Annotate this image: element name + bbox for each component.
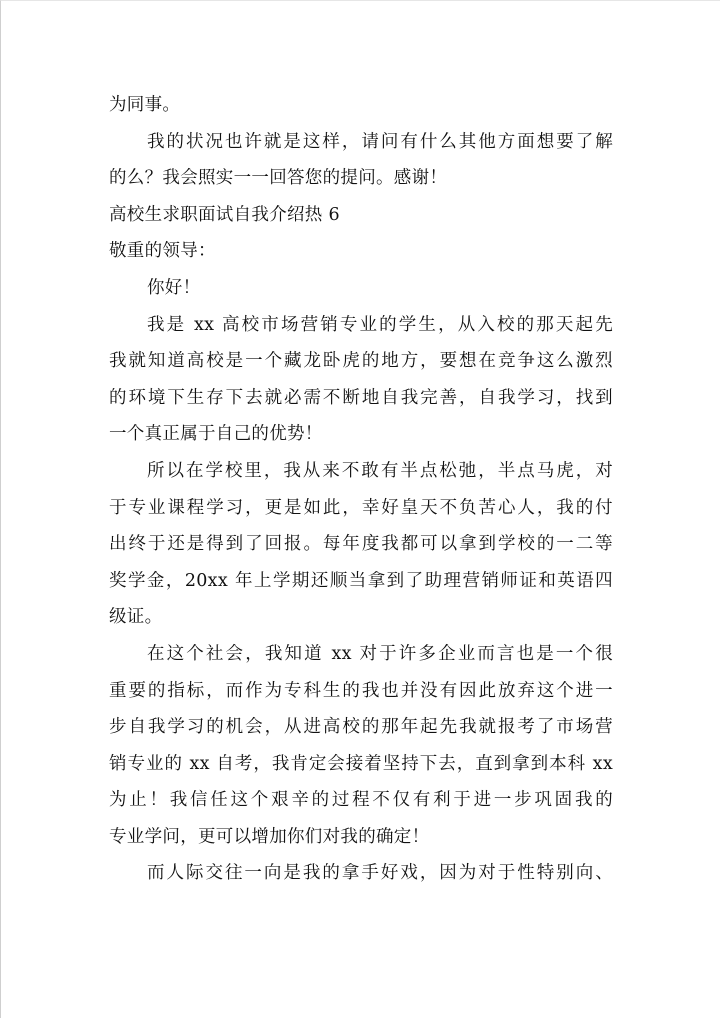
text-line: 奖学金，20xx 年上学期还顺当拿到了助理营销师证和英语四 <box>109 570 613 591</box>
text-line: 销专业的 xx 自考，我肯定会接着坚持下去，直到拿到本科 xx <box>109 753 613 774</box>
text-line: 为同事。 <box>109 95 181 115</box>
text-line: 出终于还是得到了回报。每年度我都可以拿到学校的一二等 <box>109 534 613 555</box>
paragraph-first-line: 在这个社会，我知道 xx 对于许多企业而言也是一个很 <box>147 643 613 664</box>
text-line: 为止！我信任这个艰辛的过程不仅有利于进一步巩固我的 <box>109 790 613 811</box>
salutation: 敬重的领导： <box>109 241 216 262</box>
text-line: 步自我学习的机会，从进高校的那年起先我就报考了市场营 <box>109 717 613 738</box>
text-line: 专业学问，更可以增加你们对我的确定！ <box>109 826 430 847</box>
text-line: 的么？我会照实一一回答您的提问。感谢！ <box>109 168 448 189</box>
paragraph-first-line: 而人际交往一向是我的拿手好戏，因为对于性特别向、 <box>147 863 613 884</box>
section-heading: 高校生求职面试自我介绍热 6 <box>109 204 340 225</box>
text-line: 重要的指标，而作为专科生的我也并没有因此放弃这个进一 <box>109 680 613 701</box>
paragraph-first-line: 我的状况也许就是这样，请问有什么其他方面想要了解 <box>147 131 613 152</box>
text-line: 我就知道高校是一个藏龙卧虎的地方，要想在竞争这么激烈 <box>109 351 613 372</box>
text-line: 于专业课程学习，更是如此，幸好皇天不负苦心人，我的付 <box>109 497 613 518</box>
text-line: 的环境下生存下去就必需不断地自我完善，自我学习，找到 <box>109 387 613 408</box>
paragraph-first-line: 所以在学校里，我从来不敢有半点松弛，半点马虎，对 <box>147 460 613 481</box>
greeting: 你好！ <box>147 277 201 298</box>
text-line: 级证。 <box>109 607 163 628</box>
text-line: 一个真正属于自己的优势！ <box>109 424 323 445</box>
paragraph-first-line: 我是 xx 高校市场营销专业的学生，从入校的那天起先 <box>147 314 613 335</box>
document-body <box>109 87 613 892</box>
